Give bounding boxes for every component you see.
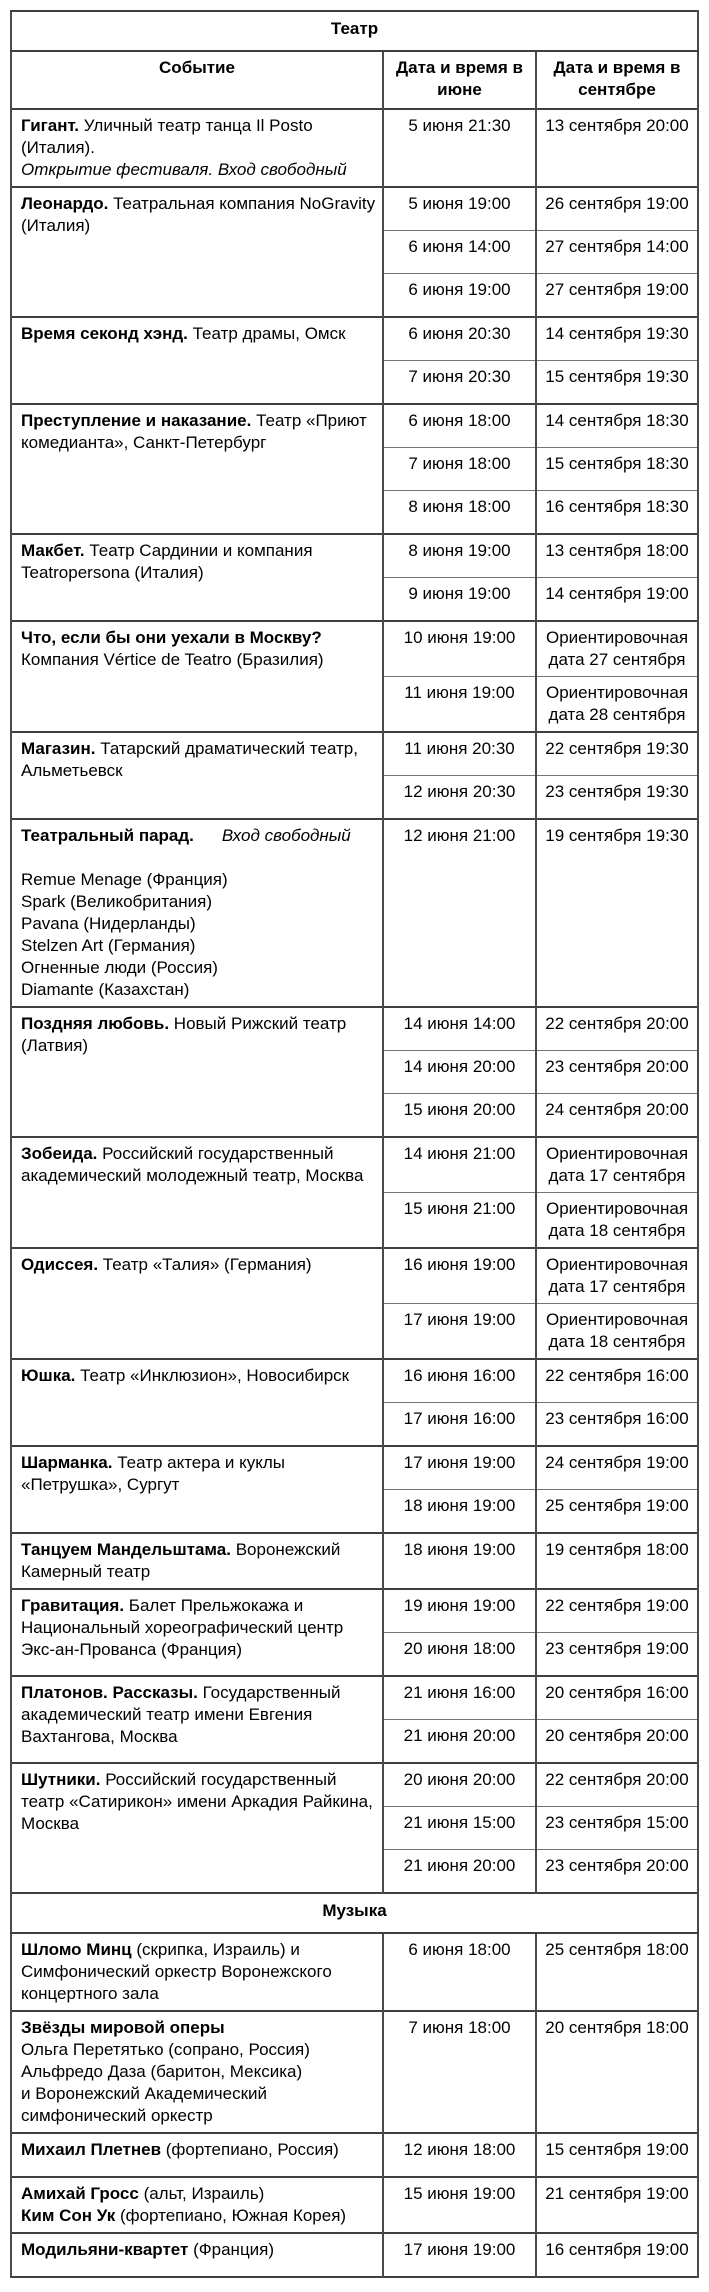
june-date-cell: 17 июня 19:00 <box>383 2233 536 2277</box>
september-date-cell: 15 сентября 19:00 <box>536 2133 698 2177</box>
event-cell <box>11 2177 383 2233</box>
event-cell <box>11 1933 383 2011</box>
june-date-cell: 17 июня 19:00 <box>383 1446 536 1490</box>
event-row <box>11 534 698 578</box>
june-date-cell: 9 июня 19:00 <box>383 578 536 622</box>
event-row <box>11 1446 698 1490</box>
event-description-text: Балет Прельжокажа и Национальный хореографический центр Экс-ан-Прованса (Франция) <box>21 1596 344 1659</box>
event-title-text: Модильяни-квартет <box>21 2240 189 2259</box>
event-cell <box>11 2011 383 2133</box>
june-date-cell: 12 июня 20:30 <box>383 776 536 820</box>
event-row <box>11 187 698 231</box>
event-line <box>21 2183 376 2205</box>
event-description-text: Театральная компания NoGravity (Италия) <box>21 194 376 235</box>
event-description-text: Stelzen Art (Германия) <box>21 936 196 955</box>
event-title-text: Гигант. <box>21 116 80 135</box>
june-date-cell: 21 июня 20:00 <box>383 1720 536 1764</box>
event-description-text: Новый Рижский театр (Латвия) <box>21 1014 347 1055</box>
september-date-cell: 26 сентября 19:00 <box>536 187 698 231</box>
event-line <box>21 869 376 891</box>
event-title-text: Шутники. <box>21 1770 101 1789</box>
september-date-cell: 19 сентября 18:00 <box>536 1533 698 1589</box>
event-title-text: Платонов. Рассказы. <box>21 1683 198 1702</box>
june-date-cell: 8 июня 19:00 <box>383 534 536 578</box>
event-row <box>11 2177 698 2233</box>
event-description-text: Diamante (Казахстан) <box>21 980 190 999</box>
june-date-cell: 16 июня 16:00 <box>383 1359 536 1403</box>
june-date-cell: 6 июня 18:00 <box>383 1933 536 2011</box>
event-line <box>21 2139 376 2161</box>
september-date-cell: 23 сентября 20:00 <box>536 1850 698 1894</box>
event-line <box>21 1013 376 1057</box>
june-date-cell: 7 июня 18:00 <box>383 448 536 491</box>
event-line <box>21 1365 376 1387</box>
june-date-cell: 18 июня 19:00 <box>383 1533 536 1589</box>
event-line <box>21 1939 376 2005</box>
section-row <box>11 11 698 51</box>
event-description-text: Воронежский Камерный театр <box>21 1540 341 1581</box>
june-date-cell: 21 июня 15:00 <box>383 1807 536 1850</box>
event-title-text: Зобеида. <box>21 1144 98 1163</box>
event-title-text: Ким Сон Ук <box>21 2206 116 2225</box>
event-line <box>21 891 376 913</box>
event-description-text: и Воронежский Академический симфонический оркестр <box>21 2084 268 2125</box>
june-date-cell: 21 июня 16:00 <box>383 1676 536 1720</box>
event-description-text: Pavana (Нидерланды) <box>21 914 196 933</box>
event-row <box>11 1763 698 1807</box>
june-date-cell: 6 июня 20:30 <box>383 317 536 361</box>
event-description-text: (скрипка, Израиль) и Симфонический оркестр Воронежского концертного зала <box>21 1940 332 2003</box>
june-date-cell: 17 июня 16:00 <box>383 1403 536 1447</box>
september-date-cell: 23 сентября 16:00 <box>536 1403 698 1447</box>
september-date-cell: 13 сентября 18:00 <box>536 534 698 578</box>
event-title-text: Поздняя любовь. <box>21 1014 170 1033</box>
june-date-cell: 11 июня 20:30 <box>383 732 536 776</box>
september-column-header: Дата и время в сентябре <box>536 51 698 109</box>
june-date-cell: 10 июня 19:00 <box>383 621 536 677</box>
june-date-cell: 7 июня 20:30 <box>383 361 536 405</box>
event-title-text: Что, если бы они уехали в Москву? <box>21 628 322 647</box>
event-description-text: Уличный театр танца Il Posto (Италия). <box>21 116 313 157</box>
september-date-cell: 15 сентября 19:30 <box>536 361 698 405</box>
event-line <box>21 935 376 957</box>
event-line <box>21 2017 376 2039</box>
september-date-cell: 23 сентября 19:00 <box>536 1633 698 1677</box>
september-date-cell: 14 сентября 18:30 <box>536 404 698 448</box>
september-date-cell: 14 сентября 19:00 <box>536 578 698 622</box>
event-row <box>11 1137 698 1193</box>
event-cell <box>11 1763 383 1893</box>
event-row <box>11 1248 698 1304</box>
event-title-text: Театральный парад. <box>21 826 194 845</box>
event-cell <box>11 1589 383 1676</box>
event-cell <box>11 404 383 534</box>
event-line <box>21 1769 376 1835</box>
june-date-cell: 16 июня 19:00 <box>383 1248 536 1304</box>
june-date-cell: 6 июня 18:00 <box>383 404 536 448</box>
event-description-text: Ольга Перетятько (сопрано, Россия) <box>21 2040 310 2059</box>
event-cell <box>11 621 383 732</box>
event-row <box>11 2011 698 2133</box>
june-date-cell: 6 июня 14:00 <box>383 231 536 274</box>
september-date-cell: 23 сентября 20:00 <box>536 1051 698 1094</box>
june-date-cell: 15 июня 21:00 <box>383 1193 536 1249</box>
june-date-cell: 15 июня 20:00 <box>383 1094 536 1138</box>
event-description-text <box>21 848 26 867</box>
september-date-cell: 16 сентября 18:30 <box>536 491 698 535</box>
event-row <box>11 819 698 1007</box>
event-line <box>21 979 376 1001</box>
event-cell <box>11 1533 383 1589</box>
event-row <box>11 2233 698 2277</box>
september-date-cell: Ориентировочная дата 17 сентября <box>536 1248 698 1304</box>
event-line <box>21 2083 376 2127</box>
september-date-cell: 21 сентября 19:00 <box>536 2177 698 2233</box>
event-description-text: Театр Сардинии и компания Teatropersona (Италия) <box>21 541 313 582</box>
event-title-text: Макбет. <box>21 541 85 560</box>
event-row <box>11 1359 698 1403</box>
event-description-text: Огненные люди (Россия) <box>21 958 218 977</box>
event-cell <box>11 109 383 187</box>
september-date-cell: 19 сентября 19:30 <box>536 819 698 1007</box>
september-date-cell: 22 сентября 19:00 <box>536 1589 698 1633</box>
june-date-cell: 8 июня 18:00 <box>383 491 536 535</box>
event-row <box>11 732 698 776</box>
event-row <box>11 1007 698 1051</box>
event-cell <box>11 1137 383 1248</box>
event-description-text: Альфредо Даза (баритон, Мексика) <box>21 2062 303 2081</box>
event-description-text: Театр «Талия» (Германия) <box>98 1255 312 1274</box>
event-note-italic-text: Открытие фестиваля. Вход свободный <box>21 160 347 179</box>
event-title-text: Одиссея. <box>21 1255 99 1274</box>
event-row <box>11 1589 698 1633</box>
event-cell <box>11 1007 383 1137</box>
event-cell <box>11 534 383 621</box>
event-line <box>21 913 376 935</box>
event-title-text: Юшка. <box>21 1366 76 1385</box>
september-date-cell: 22 сентября 20:00 <box>536 1007 698 1051</box>
event-line <box>21 1143 376 1187</box>
section-title: Театр <box>11 11 698 51</box>
event-line <box>21 957 376 979</box>
event-row <box>11 317 698 361</box>
event-title-text: Амихай Гросс <box>21 2184 139 2203</box>
section-row <box>11 1893 698 1933</box>
event-cell <box>11 732 383 819</box>
event-title-text: Время секонд хэнд. <box>21 324 188 343</box>
september-date-cell: 20 сентября 20:00 <box>536 1720 698 1764</box>
june-date-cell: 12 июня 18:00 <box>383 2133 536 2177</box>
event-line <box>21 1595 376 1661</box>
event-cell <box>11 187 383 317</box>
september-date-cell: 23 сентября 15:00 <box>536 1807 698 1850</box>
event-line <box>21 2039 376 2061</box>
june-date-cell: 14 июня 14:00 <box>383 1007 536 1051</box>
september-date-cell: 22 сентября 20:00 <box>536 1763 698 1807</box>
event-line <box>21 2205 376 2227</box>
event-title-text: Звёзды мировой оперы <box>21 2018 225 2037</box>
event-note-italic-text: Вход свободный <box>221 826 351 845</box>
column-header-row <box>11 51 698 109</box>
event-description-text: (фортепиано, Россия) <box>161 2140 339 2159</box>
june-date-cell: 19 июня 19:00 <box>383 1589 536 1633</box>
june-date-cell: 17 июня 19:00 <box>383 1304 536 1360</box>
event-line <box>21 1682 376 1748</box>
september-date-cell: Ориентировочная дата 18 сентября <box>536 1193 698 1249</box>
september-date-cell: 27 сентября 19:00 <box>536 274 698 318</box>
event-line <box>21 323 376 345</box>
event-row <box>11 109 698 187</box>
september-date-cell: 14 сентября 19:30 <box>536 317 698 361</box>
event-title-text: Шломо Минц <box>21 1940 132 1959</box>
september-date-cell: 15 сентября 18:30 <box>536 448 698 491</box>
event-line <box>21 2061 376 2083</box>
september-date-cell: 22 сентября 16:00 <box>536 1359 698 1403</box>
event-cell <box>11 1676 383 1763</box>
event-description-text: Театр «Приют комедианта», Санкт-Петербург <box>21 411 367 452</box>
event-cell <box>11 1359 383 1446</box>
event-description-text: Театр «Инклюзион», Новосибирск <box>75 1366 350 1385</box>
june-date-cell: 15 июня 19:00 <box>383 2177 536 2233</box>
september-date-cell: 25 сентября 19:00 <box>536 1490 698 1534</box>
june-date-cell: 14 июня 20:00 <box>383 1051 536 1094</box>
event-line <box>21 540 376 584</box>
event-row <box>11 2133 698 2177</box>
event-description-text: Российский государственный театр «Сатирикон» имени Аркадия Райкина, Москва <box>21 1770 373 1833</box>
event-description-text: Remue Menage (Франция) <box>21 870 228 889</box>
event-cell <box>11 2133 383 2177</box>
event-description-text: Татарский драматический театр, Альметьевск <box>21 739 358 780</box>
event-column-header: Событие <box>11 51 383 109</box>
event-line <box>21 1539 376 1583</box>
june-date-cell: 20 июня 18:00 <box>383 1633 536 1677</box>
september-date-cell: 27 сентября 14:00 <box>536 231 698 274</box>
september-date-cell: 16 сентября 19:00 <box>536 2233 698 2277</box>
event-cell <box>11 1248 383 1359</box>
event-description-text: Театр драмы, Омск <box>187 324 346 343</box>
event-title-text: Михаил Плетнев <box>21 2140 162 2159</box>
september-date-cell: 23 сентября 19:30 <box>536 776 698 820</box>
event-cell <box>11 819 383 1007</box>
september-date-cell: Ориентировочная дата 28 сентября <box>536 677 698 733</box>
june-date-cell: 7 июня 18:00 <box>383 2011 536 2133</box>
june-date-cell: 18 июня 19:00 <box>383 1490 536 1534</box>
event-row <box>11 1933 698 2011</box>
event-description-text: Российский государственный академический молодежный театр, Москва <box>21 1144 364 1185</box>
september-date-cell: Ориентировочная дата 17 сентября <box>536 1137 698 1193</box>
june-date-cell: 21 июня 20:00 <box>383 1850 536 1894</box>
september-date-cell: 20 сентября 18:00 <box>536 2011 698 2133</box>
june-date-cell: 5 июня 19:00 <box>383 187 536 231</box>
event-line <box>21 115 376 159</box>
event-title-text: Леонардо. <box>21 194 109 213</box>
event-description-text: (фортепиано, Южная Корея) <box>115 2206 347 2225</box>
event-line <box>21 410 376 454</box>
september-date-cell: 20 сентября 16:00 <box>536 1676 698 1720</box>
event-line <box>21 1452 376 1496</box>
september-date-cell: 22 сентября 19:30 <box>536 732 698 776</box>
event-cell <box>11 317 383 404</box>
event-title-text: Магазин. <box>21 739 96 758</box>
events-schedule-table <box>10 10 699 2278</box>
event-line <box>21 159 376 181</box>
june-column-header: Дата и время в июне <box>383 51 536 109</box>
event-title-text: Гравитация. <box>21 1596 125 1615</box>
event-description-text: Компания Vértice de Teatro (Бразилия) <box>21 650 324 669</box>
event-line <box>21 825 376 847</box>
june-date-cell: 6 июня 19:00 <box>383 274 536 318</box>
event-description-text: (альт, Израиль) <box>138 2184 265 2203</box>
june-date-cell: 11 июня 19:00 <box>383 677 536 733</box>
event-cell <box>11 2233 383 2277</box>
september-date-cell: 24 сентября 20:00 <box>536 1094 698 1138</box>
event-line <box>21 1254 376 1276</box>
event-cell <box>11 1446 383 1533</box>
event-description-text: Театр актера и куклы «Петрушка», Сургут <box>21 1453 286 1494</box>
june-date-cell: 5 июня 21:30 <box>383 109 536 187</box>
june-date-cell: 20 июня 20:00 <box>383 1763 536 1807</box>
september-date-cell: 25 сентября 18:00 <box>536 1933 698 2011</box>
section-title: Музыка <box>11 1893 698 1933</box>
september-date-cell: 24 сентября 19:00 <box>536 1446 698 1490</box>
event-description-text: Государственный академический театр имени Евгения Вахтангова, Москва <box>21 1683 341 1746</box>
event-line <box>21 738 376 782</box>
event-row <box>11 621 698 677</box>
event-line <box>21 193 376 237</box>
event-description-text: (Франция) <box>188 2240 275 2259</box>
event-row <box>11 1533 698 1589</box>
event-line <box>21 627 376 671</box>
event-title-text: Танцуем Мандельштама. <box>21 1540 231 1559</box>
event-line <box>21 2239 376 2261</box>
september-date-cell: 13 сентября 20:00 <box>536 109 698 187</box>
event-title-text: Шарманка. <box>21 1453 113 1472</box>
event-row <box>11 1676 698 1720</box>
event-row <box>11 404 698 448</box>
june-date-cell: 14 июня 21:00 <box>383 1137 536 1193</box>
september-date-cell: Ориентировочная дата 18 сентября <box>536 1304 698 1360</box>
june-date-cell: 12 июня 21:00 <box>383 819 536 1007</box>
event-title-text: Преступление и наказание. <box>21 411 252 430</box>
september-date-cell: Ориентировочная дата 27 сентября <box>536 621 698 677</box>
schedule-table-body <box>11 11 698 2277</box>
event-line <box>21 847 376 869</box>
document-page <box>0 10 709 2278</box>
event-description-text: Spark (Великобритания) <box>21 892 213 911</box>
